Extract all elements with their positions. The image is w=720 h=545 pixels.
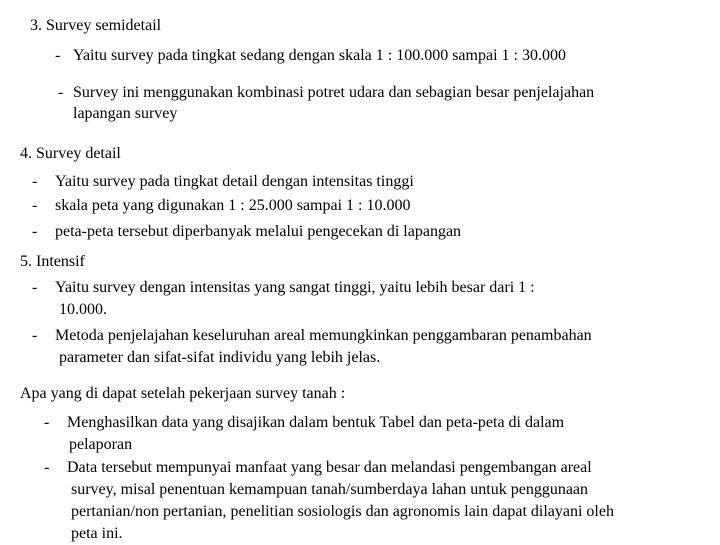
bullet-dash: - — [32, 279, 38, 296]
bullet-dash: - — [55, 47, 61, 64]
bullet-dash: - — [32, 223, 38, 240]
section-4-heading: 4. Survey detail — [20, 145, 121, 162]
item-text: skala peta yang digunakan 1 : 25.000 sampai 1 : 10.000 — [55, 197, 411, 214]
bullet-dash: - — [32, 327, 38, 344]
bullet-dash: - — [44, 459, 50, 476]
item-text-continued: pelaporan — [69, 436, 133, 453]
item-text: Yaitu survey pada tingkat sedang dengan skala 1 : 100.000 sampai 1 : 30.000 — [73, 47, 566, 64]
item-text-continued: lapangan survey — [73, 105, 178, 122]
item-text: Metoda penjelajahan keseluruhan areal memungkinkan penggambaran penambahan — [55, 327, 592, 344]
item-text-continued: parameter dan sifat-sifat individu yang lebih jelas. — [59, 349, 381, 366]
item-text: Yaitu survey pada tingkat detail dengan intensitas tinggi — [55, 173, 414, 190]
item-text: Survey ini menggunakan kombinasi potret udara dan sebagian besar penjelajahan — [73, 84, 595, 101]
item-text-continued: survey, misal penentuan kemampuan tanah/sumberdaya lahan untuk penggunaan — [71, 481, 589, 498]
item-text-continued: pertanian/non pertanian, penelitian sosiologis dan agronomis lain dapat dilayani oleh — [71, 503, 614, 520]
results-heading: Apa yang di dapat setelah pekerjaan survey tanah : — [20, 385, 346, 402]
section-3-heading: 3. Survey semidetail — [30, 17, 162, 34]
section-5-heading: 5. Intensif — [20, 253, 85, 270]
item-text: Menghasilkan data yang disajikan dalam bentuk Tabel dan peta-peta di dalam — [67, 414, 565, 431]
item-text: Data tersebut mempunyai manfaat yang besar dan melandasi pengembangan areal — [67, 459, 592, 476]
bullet-dash: - — [44, 414, 50, 431]
item-text: Yaitu survey dengan intensitas yang sangat tinggi, yaitu lebih besar dari 1 : — [55, 279, 535, 296]
bullet-dash: - — [58, 84, 64, 101]
item-text: peta-peta tersebut diperbanyak melalui pengecekan di lapangan — [55, 223, 462, 240]
bullet-dash: - — [32, 197, 38, 214]
bullet-dash: - — [32, 173, 38, 190]
item-text-continued: peta ini. — [71, 525, 123, 542]
item-text-continued: 10.000. — [59, 301, 107, 318]
